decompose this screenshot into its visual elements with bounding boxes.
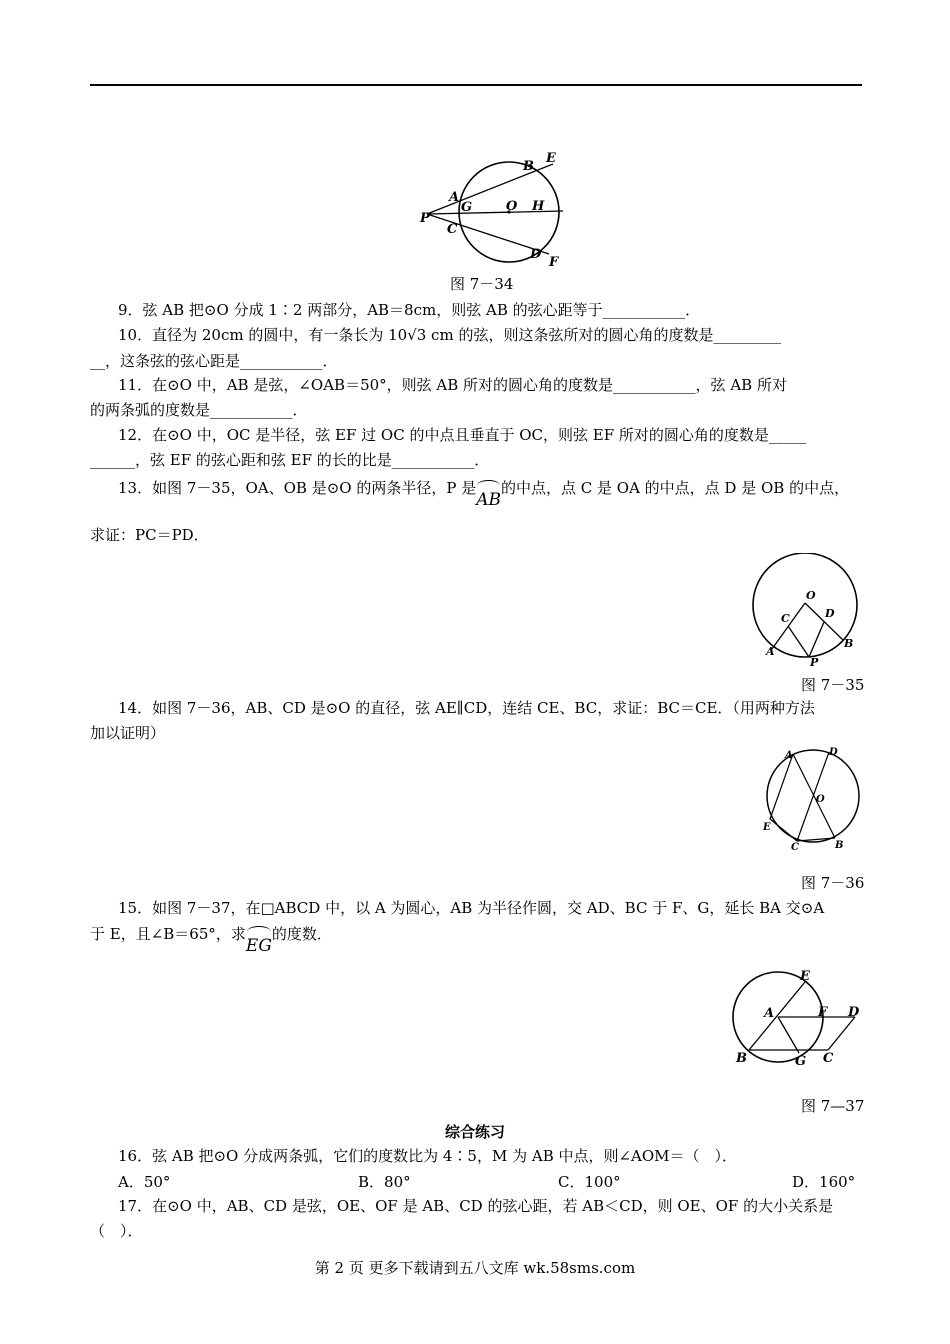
question-13-line2: 求证：PC＝PD．: [90, 526, 209, 544]
label-C: C: [781, 612, 790, 625]
arc-eg: EG: [245, 936, 272, 956]
question-17-line1: 17．在⊙O 中，AB、CD 是弦，OE、OF 是 AB、CD 的弦心距，若 AB＜CD，则 OE、OF 的大小关系是: [118, 1197, 834, 1215]
label-B: B: [523, 159, 534, 174]
figure-7-36: [760, 744, 868, 856]
label-P: P: [810, 656, 819, 668]
question-9: 9．弦 AB 把⊙O 分成 1∶2 两部分，AB＝8cm，则弦 AB 的弦心距等于___________．: [118, 301, 701, 319]
label-E: E: [546, 151, 556, 166]
question-12-line2: ______，弦 EF 的弦心距和弦 EF 的长的比是___________．: [90, 451, 490, 469]
label-C: C: [791, 842, 799, 853]
question-10-line1: 10．直径为 20cm 的圆中，有一条长为 10√3 cm 的弦，则这条弦所对的圆心角的度数是_________: [118, 326, 781, 344]
question-13-before: 13．如图 7－35，OA、OB 是⊙O 的两条半径，P 是: [118, 479, 477, 497]
label-A: A: [764, 1006, 775, 1021]
label-F: F: [549, 255, 559, 270]
question-10-line2: __，这条弦的弦心距是___________．: [90, 352, 338, 370]
label-G: G: [795, 1054, 807, 1069]
label-D: D: [829, 747, 838, 758]
label-A: A: [766, 645, 775, 658]
option-d: D．160°: [792, 1173, 856, 1191]
caption-7-36: 图 7－36: [801, 874, 865, 892]
caption-7-35: 图 7－35: [801, 676, 865, 694]
label-D: D: [848, 1005, 860, 1020]
label-C: C: [823, 1051, 834, 1066]
question-13-line1: [118, 478, 850, 510]
label-B: B: [835, 840, 844, 851]
section-heading: 综合练习: [444, 1123, 505, 1141]
label-O: O: [506, 199, 518, 214]
label-O: O: [806, 589, 816, 602]
label-F: F: [818, 1005, 828, 1020]
label-O: O: [816, 794, 825, 805]
caption-7-34: 图 7－34: [450, 275, 514, 293]
option-a: A．50°: [118, 1173, 171, 1191]
figure-7-35: [748, 553, 863, 668]
question-14-line2: 加以证明）: [90, 724, 166, 742]
label-B: B: [844, 637, 854, 650]
label-D: D: [825, 607, 835, 620]
figure-7-37: [725, 968, 870, 1070]
caption-7-37: 图 7—37: [801, 1097, 865, 1115]
label-D: D: [530, 247, 542, 262]
question-13-after: 的中点，点 C 是 OA 的中点，点 D 是 OB 的中点，: [500, 479, 850, 497]
question-16: 16．弦 AB 把⊙O 分成两条弧，它们的度数比为 4∶5，M 为 AB 中点，则∠AOM＝（ ）．: [118, 1147, 738, 1165]
question-14-line1: 14．如图 7－36，AB、CD 是⊙O 的直径，弦 AE∥CD，连结 CE、BC，求证：BC＝CE．（用两种方法: [118, 699, 815, 717]
label-E: E: [763, 822, 771, 833]
question-11-line2: 的两条弧的度数是___________．: [90, 401, 308, 419]
figure-7-34: [415, 148, 575, 270]
header-rule: [90, 84, 862, 86]
question-15-line1: 15．如图 7－37，在□ABCD 中，以 A 为圆心，AB 为半径作圆，交 AD、BC 于 F、G，延长 BA 交⊙A: [118, 899, 825, 917]
question-15-after: 的度数．: [271, 925, 332, 943]
arc-ab: AB: [476, 490, 501, 510]
label-A: A: [449, 190, 460, 205]
label-E: E: [800, 969, 810, 984]
label-G: G: [461, 200, 473, 215]
label-H: H: [532, 199, 545, 214]
label-A: A: [785, 750, 793, 761]
page-footer: 第 2 页 更多下载请到五八文库 wk.58sms.com: [314, 1259, 636, 1277]
question-15-before: 于 E，且∠B＝65°，求: [90, 925, 246, 943]
option-c: C．100°: [558, 1173, 621, 1191]
question-15-line2: [90, 924, 332, 956]
question-17-line2: （ ）．: [90, 1222, 143, 1240]
label-P: P: [420, 211, 430, 226]
option-b: B．80°: [358, 1173, 411, 1191]
label-B: B: [736, 1051, 747, 1066]
question-11-line1: 11．在⊙O 中，AB 是弦，∠OAB＝50°，则弦 AB 所对的圆心角的度数是___________，弦 AB 所对: [118, 376, 787, 394]
question-12-line1: 12．在⊙O 中，OC 是半径，弦 EF 过 OC 的中点且垂直于 OC，则弦 EF 所对的圆心角的度数是_____: [118, 426, 807, 444]
label-C: C: [447, 222, 458, 237]
